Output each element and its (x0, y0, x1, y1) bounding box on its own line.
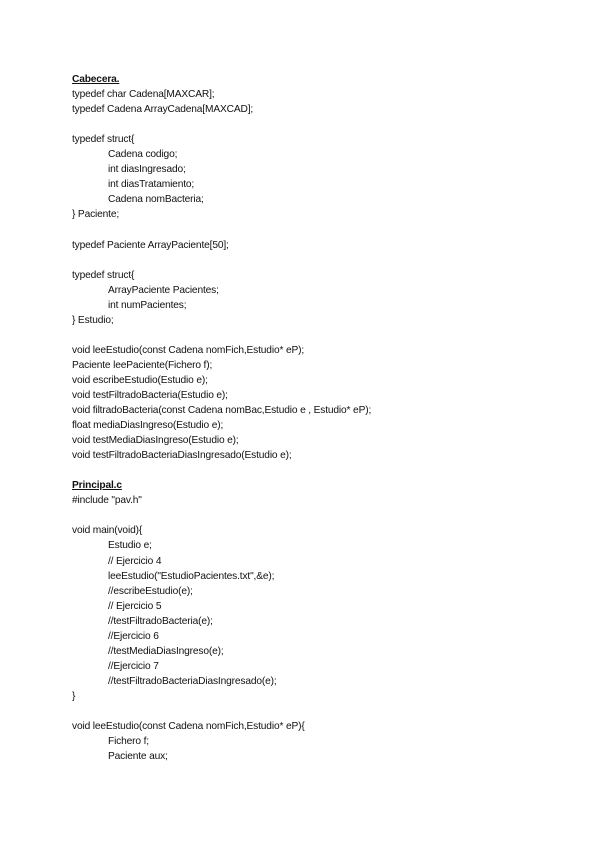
code-line: } (72, 690, 76, 702)
code-line: typedef Cadena ArrayCadena[MAXCAD]; (72, 104, 254, 116)
code-line: // Ejercicio 5 (108, 600, 162, 612)
code-line: //escribeEstudio(e); (108, 585, 193, 597)
section-heading: Cabecera. (72, 74, 120, 85)
blank-line (72, 508, 572, 523)
code-line: typedef Paciente ArrayPaciente[50]; (72, 239, 229, 251)
code-line: void testFiltradoBacteria(Estudio e); (72, 389, 228, 401)
code-line: int diasIngresado; (108, 164, 186, 176)
code-line: //testFiltradoBacteriaDiasIngresado(e); (108, 675, 277, 687)
code-line: //testMediaDiasIngreso(e); (108, 645, 224, 657)
code-line: Paciente aux; (108, 751, 168, 763)
code-line: typedef struct{ (72, 269, 135, 281)
blank-line (72, 222, 572, 237)
code-line: void filtradoBacteria(const Cadena nomBac,Estudio e , Estudio* eP); (72, 405, 372, 417)
code-line: Paciente leePaciente(Fichero f); (72, 359, 213, 371)
code-listing (72, 72, 572, 764)
blank-line (72, 704, 572, 719)
code-line: void testMediaDiasIngreso(Estudio e); (72, 435, 239, 447)
code-line: void main(void){ (72, 525, 143, 537)
code-line: typedef char Cadena[MAXCAR]; (72, 89, 215, 101)
section-heading: Principal.c (72, 480, 122, 492)
code-line: void testFiltradoBacteriaDiasIngresado(Estudio e); (72, 450, 292, 462)
code-line: #include "pav.h" (72, 495, 142, 507)
code-line: Cadena nomBacteria; (108, 194, 204, 206)
code-line: //testFiltradoBacteria(e); (108, 615, 213, 627)
blank-line (72, 117, 572, 132)
blank-line (72, 328, 572, 343)
code-line: int numPacientes; (108, 299, 187, 311)
code-line: //Ejercicio 6 (108, 630, 159, 642)
code-line: leeEstudio("EstudioPacientes.txt",&e); (108, 570, 275, 582)
code-line: void leeEstudio(const Cadena nomFich,Estudio* eP); (72, 344, 305, 356)
blank-line (72, 253, 572, 268)
code-line: Fichero f; (108, 736, 149, 748)
code-line: ArrayPaciente Pacientes; (108, 284, 219, 296)
code-line: } Estudio; (72, 314, 114, 326)
code-line: //Ejercicio 7 (108, 660, 159, 672)
code-line: typedef struct{ (72, 134, 135, 146)
code-line: void leeEstudio(const Cadena nomFich,Estudio* eP){ (72, 721, 305, 733)
code-line: // Ejercicio 4 (108, 555, 162, 567)
code-line: Cadena codigo; (108, 149, 178, 161)
code-line: } Paciente; (72, 209, 120, 221)
code-line: float mediaDiasIngreso(Estudio e); (72, 420, 224, 432)
code-line: int diasTratamiento; (108, 179, 195, 191)
code-line: void escribeEstudio(Estudio e); (72, 374, 208, 386)
blank-line (72, 463, 572, 478)
code-line: Estudio e; (108, 540, 152, 552)
